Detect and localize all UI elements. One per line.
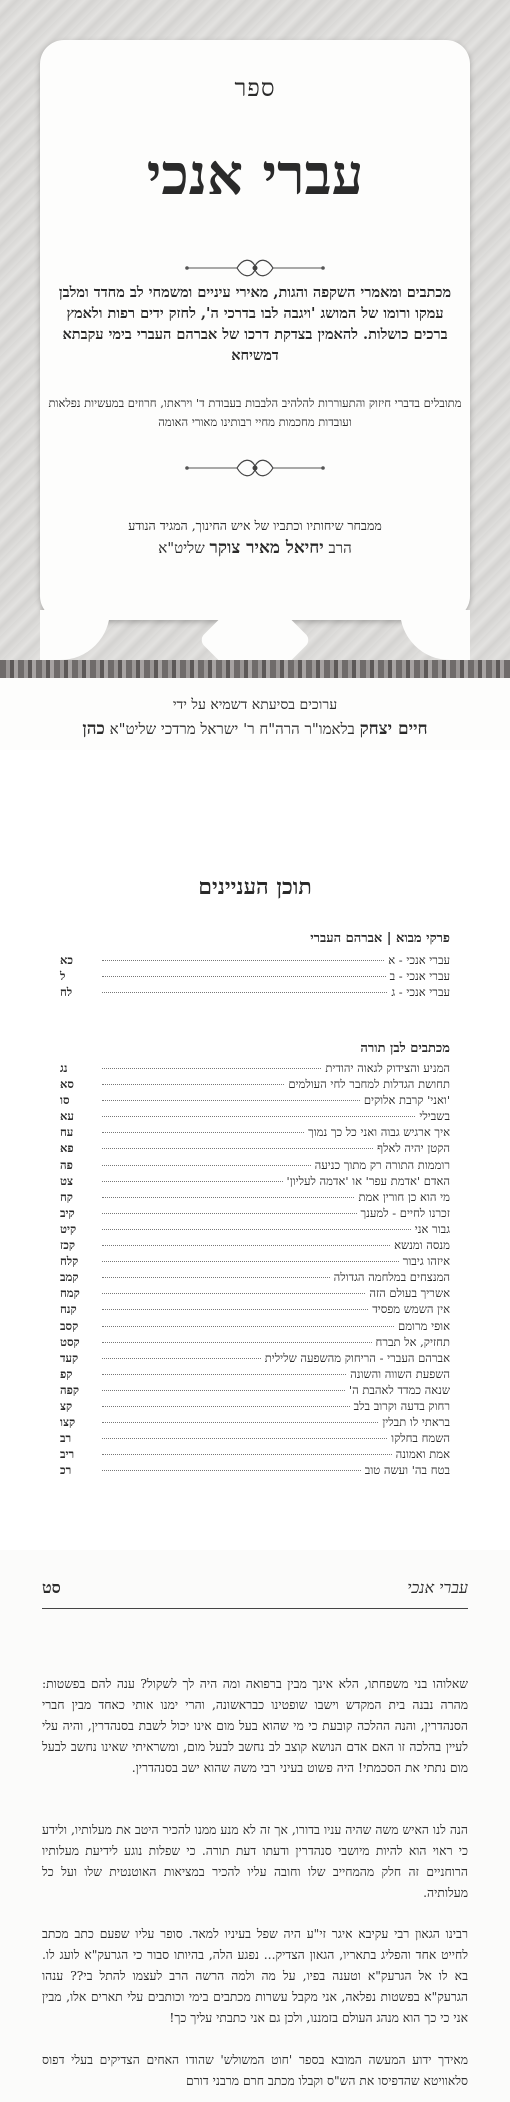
toc-entry — [60, 1061, 450, 1077]
running-title: עברי אנכי — [407, 1578, 468, 1597]
toc-dot-leader — [102, 1293, 365, 1294]
toc-entry-page: קפ — [60, 1366, 73, 1381]
toc-entry-page: קמח — [60, 1286, 80, 1301]
author-line — [48, 538, 462, 558]
toc-entry-page: פא — [60, 1141, 74, 1156]
book-prefix: ספר — [234, 74, 276, 102]
toc-entry — [60, 985, 450, 1001]
ornament-divider-icon — [185, 252, 325, 284]
toc-entry — [60, 1190, 450, 1206]
toc-entry-title: מנסה ומנשא — [394, 1238, 450, 1253]
toc-dot-leader — [102, 1422, 378, 1423]
toc-entry-page: עח — [60, 1125, 74, 1140]
toc-entry-page: קמב — [60, 1270, 79, 1285]
toc-entry-title: אין השמש מפסיד — [372, 1302, 450, 1317]
body-paragraph: מאידך ידוע המעשה המובא בספר 'חוט המשולש' שהודו האחים הצדיקים בעלי דפוס סלאוויטא שהדפיסו את הש"ס וקבלו מכתב חרם מרבני דורם — [42, 2053, 468, 2088]
toc-dot-leader — [102, 1132, 304, 1133]
decorative-border-strip — [0, 660, 510, 678]
toc-entry-title: רוממות התורה רק מתוך כניעה — [314, 1157, 450, 1172]
toc-entry-title: המניע והצידוק לגאוה יהודית — [325, 1061, 450, 1075]
cover-arch-left — [40, 610, 110, 660]
toc-entry-title: עברי אנכי - ג — [391, 985, 450, 1000]
book-title: עברי אנכי — [146, 142, 364, 208]
toc-dot-leader — [102, 992, 387, 993]
author-prefix: הרב — [328, 539, 352, 557]
editor-family: כהן — [82, 719, 105, 739]
toc-dot-leader — [102, 1197, 354, 1198]
toc-entry-title: 'ואני' קרבת אלוקים — [363, 1093, 450, 1108]
toc-entry-title: בטח בה' ועשה טוב — [364, 1463, 450, 1478]
toc-entry-title: זכרנו לחיים - למענך — [360, 1205, 450, 1220]
toc-entry-title: אשריך בעולם הזה — [369, 1286, 450, 1301]
toc-dot-leader — [102, 1229, 411, 1230]
toc-entry — [60, 1077, 450, 1093]
toc-entry — [60, 1141, 450, 1157]
toc-dot-leader — [102, 1438, 387, 1439]
toc-entry-title: גבור אני — [414, 1221, 450, 1236]
toc-entry-page: כא — [60, 953, 74, 967]
toc-entry-page: קעד — [60, 1350, 79, 1365]
toc-entry-page: רב — [60, 1431, 72, 1446]
toc-entry-title: איזהו גיבור — [402, 1254, 450, 1269]
toc-entry — [60, 1415, 450, 1431]
toc-entry-title: האדם 'אדמת עפר' או 'אדמה לעליון' — [286, 1173, 450, 1188]
toc-entry-page: קיב — [60, 1205, 75, 1220]
toc-entry-title: עברי אנכי - א — [388, 953, 450, 967]
toc-dot-leader — [102, 1068, 321, 1069]
toc-title: תוכן העניינים — [198, 874, 312, 900]
author-note: ממבחר שיחותיו וכתביו של איש החינוך, המגיד הנודע — [128, 518, 382, 533]
title-page — [0, 0, 510, 750]
page-gap — [0, 1540, 510, 1550]
editors-note: ערוכים בסיעתא דשמיא על ידי — [172, 697, 338, 713]
author-suffix: שליט"א — [158, 539, 205, 557]
toc-page — [0, 750, 510, 1540]
toc-dot-leader — [102, 1390, 345, 1391]
toc-entry-title: עברי אנכי - ב — [389, 969, 450, 984]
toc-dot-leader — [102, 1277, 330, 1278]
toc-entry — [60, 1463, 450, 1479]
toc-dot-leader — [102, 1116, 415, 1117]
toc-entry-page: פה — [60, 1157, 73, 1172]
toc-entry-title: הקטן יהיה לאלף — [377, 1141, 450, 1156]
toc-dot-leader — [102, 1181, 283, 1182]
toc-entry — [60, 969, 450, 985]
toc-entry — [60, 1399, 450, 1415]
toc-entry — [60, 1093, 450, 1109]
toc-entry-page: קצו — [60, 1415, 76, 1430]
toc-dot-leader — [102, 1374, 346, 1375]
toc-entry — [60, 1367, 450, 1383]
toc-entry-title: בראתי לו תבלין — [382, 1415, 450, 1430]
toc-entry — [60, 1383, 450, 1399]
toc-section-heading: מכתבים לבן תורה — [360, 1041, 450, 1056]
toc-entry — [60, 1158, 450, 1174]
cover-arch-right — [400, 610, 470, 660]
header-rule — [42, 1608, 468, 1609]
toc-entry — [60, 1270, 450, 1286]
toc-entry-title: שנאה כמדד לאהבת ה' — [348, 1382, 450, 1397]
editor-name: חיים יצחק — [359, 719, 428, 739]
toc-entry-title: איך ארגיש גבוה ואני כל כך נמוך — [308, 1125, 450, 1140]
body-paragraph: שאלוהו בני משפחתו, הלא אינך מבין ברפואה ומה היה לך לשקול? ענה להם בפשטות: מהרה נבנה בית המקדש וישבו שופטינו כבראשונה, והרי ימנו אותי כאחד מבין חברי הסנהדרין, והנה ההלכה קובעת כי מי שהוא בעל מום אינו יכול לשבת בסנהדרין, והיה עלי לעיין בהלכה זו האם אדם הנושא קוצב לב נחשב לבעל מום, ומשראיתי שאינו נחשב לבעל מום נתתי את הסכמתי! היה פשוט בעיני רבי משה שהוא ישב בסנהדרין. — [42, 1677, 468, 1775]
toc-entry — [60, 1302, 450, 1318]
toc-entry-title: מי הוא כן חורין אמת — [358, 1189, 450, 1204]
toc-dot-leader — [102, 1213, 357, 1214]
toc-entry-page: קלח — [60, 1254, 79, 1269]
toc-entry-page: צט — [60, 1173, 73, 1188]
toc-entry-title: תחושת הגדלות למחבר לחי העולמים — [288, 1077, 450, 1092]
body-paragraph: רבינו הגאון רבי עקיבא איגר זי"ע היה שפל בעיניו למאד. סופר עליו שפעם כתב מכתב לחייט אחד והפליג בתאריו, הגאון הצדיק... נפגע הלה, בהיותו סבור כי הגרעק"א לועג לו. בא לו אל הגרעק"א וטענה בפיו, על מה ולמה הרשה הרב לעצמו להתל בי?? ענהו הגרעק"א בפשטות נפלאה, אני מקבל עשרות מכתבים בימי וכותבים עלי תארים אלו, מבין אני כי כך הוא מנהג העולם בזמננו, ולכן גם אני כתבתי עליך כך! — [42, 1927, 468, 2025]
toc-entry-page: קח — [60, 1189, 73, 1204]
toc-entry-page: קצ — [60, 1398, 73, 1413]
toc-dot-leader — [102, 1358, 261, 1359]
toc-dot-leader — [102, 1406, 350, 1407]
toc-dot-leader — [102, 1470, 361, 1471]
toc-entry — [60, 1431, 450, 1447]
toc-entry-page: סו — [60, 1093, 70, 1108]
byline-band — [0, 678, 510, 750]
toc-entry — [60, 1222, 450, 1238]
toc-entry-page: ריב — [60, 1447, 75, 1462]
toc-entry-title: השמח בחלקו — [391, 1431, 450, 1446]
toc-entry-title: המנצחים במלחמה הגדולה — [333, 1270, 450, 1285]
toc-entry-page: נג — [60, 1061, 68, 1075]
toc-entry-page: קסב — [60, 1318, 79, 1333]
toc-entry-title: השפעת השווה והשונה — [350, 1366, 450, 1381]
toc-dot-leader — [102, 1100, 360, 1101]
toc-entry — [60, 1351, 450, 1367]
toc-dot-leader — [102, 1342, 372, 1343]
page-number: סט — [42, 1578, 61, 1597]
toc-dot-leader — [102, 976, 386, 977]
toc-entry-title: אמת ואמונה — [395, 1447, 450, 1462]
toc-dot-leader — [102, 1261, 399, 1262]
toc-entry-page: קכז — [60, 1238, 75, 1253]
body-page — [0, 1550, 510, 2102]
author-name: יחיאל מאיר צוקר — [209, 538, 324, 558]
toc-entry-page: עא — [60, 1109, 74, 1124]
book-description: מכתבים ומאמרי השקפה והגות, מאירי עיניים ומשמחי לב מחדד ומלבן עמקו ורומו של המושג 'ויגבה לבו בדרכי ה', לחזק ידים רפות ולאמץ ברכים כושלות. להאמין בצדקת דרכו של אברהם העברי בימי עקבתא דמשיחא — [58, 284, 452, 364]
toc-intro-list — [60, 953, 450, 1001]
toc-dot-leader — [102, 1309, 368, 1310]
toc-entry-title: אברהם העברי - הריחוק מהשפעה שלילית — [264, 1350, 450, 1365]
toc-dot-leader — [102, 1326, 394, 1327]
toc-entry — [60, 1125, 450, 1141]
toc-entry — [60, 1109, 450, 1125]
toc-entry-title: תחזיק, אל תברח — [375, 1334, 450, 1349]
toc-entry — [60, 1447, 450, 1463]
toc-entry — [60, 1286, 450, 1302]
toc-dot-leader — [102, 1245, 390, 1246]
toc-entry-page: קיט — [60, 1221, 77, 1236]
editors-line — [0, 719, 510, 739]
toc-entry-title: בשבילי — [419, 1109, 450, 1124]
running-header — [42, 1578, 468, 1604]
toc-entry-title: רחוק בדעה וקרוב בלב — [353, 1398, 450, 1413]
toc-entry — [60, 1174, 450, 1190]
toc-dot-leader — [102, 960, 384, 961]
toc-dot-leader — [102, 1084, 284, 1085]
toc-entry — [60, 1254, 450, 1270]
toc-entry-title: אופי מרומם — [398, 1318, 450, 1333]
toc-entry — [60, 953, 450, 969]
toc-entry — [60, 1335, 450, 1351]
editor-middle: בלאמו"ר הרה"ח ר' ישראל מרדכי שליט"א — [109, 720, 355, 738]
body-paragraph: הנה לנו האיש משה שהיה עניו בדורו, אך זה לא מנע ממנו להכיר היטב את מעלותיו, ולידע כי ראוי הוא להיות מיושבי סנהדרין ודעתו דעת תורה. כי שפלות נוגע לידיעת מעלותיו הרוחניים זה חלק מהמחייב שלו וחובה עליו להכיר במציאות האוטנטית שלו ועל כל מעלותיה. — [42, 1823, 468, 1900]
toc-letters-list — [60, 1061, 450, 1479]
toc-entry-page: לח — [60, 985, 73, 1000]
toc-dot-leader — [102, 1148, 373, 1149]
toc-entry-page: קפה — [60, 1382, 80, 1397]
toc-section-heading: פרקי מבוא | אברהם העברי — [310, 931, 450, 946]
toc-dot-leader — [102, 1165, 311, 1166]
toc-entry-page: ל — [60, 969, 66, 984]
ornament-divider-icon — [185, 452, 325, 484]
toc-entry-page: סא — [60, 1077, 74, 1092]
toc-entry — [60, 1319, 450, 1335]
toc-entry-page: קסט — [60, 1334, 80, 1349]
toc-entry — [60, 1206, 450, 1222]
book-description-extra: מתובלים בדברי חיזוק והתעוררות להלהיב הלבבות בעבודת ד' ויראתו, חרוזים במעשיות נפלאות ועובדות מחכמות מחיי רבותינו מאורי האומה — [48, 396, 462, 429]
toc-entry — [60, 1238, 450, 1254]
toc-entry-page: רכ — [60, 1463, 72, 1478]
toc-entry-page: קנח — [60, 1302, 77, 1317]
toc-dot-leader — [102, 1454, 392, 1455]
